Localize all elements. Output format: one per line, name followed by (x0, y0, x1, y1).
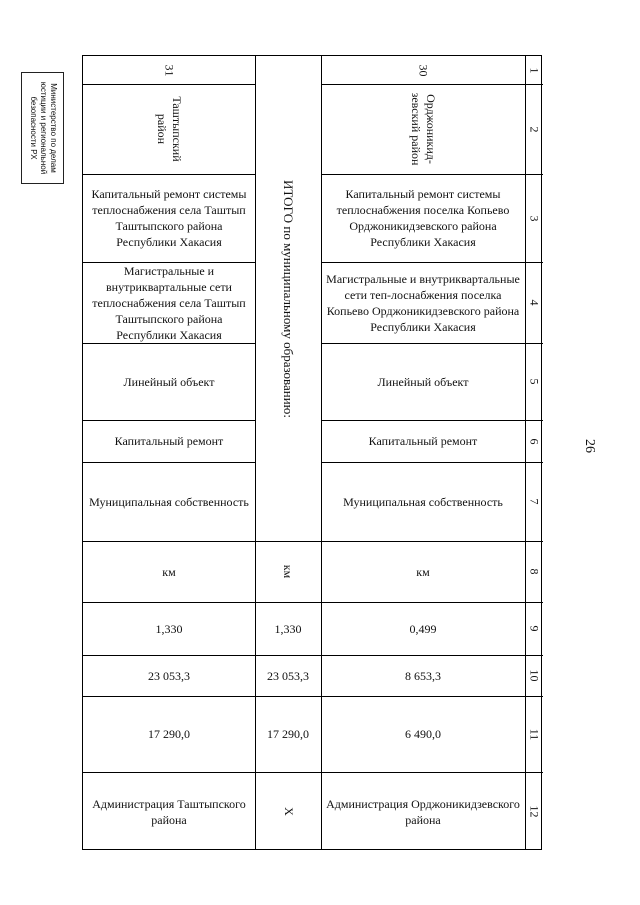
page-number-text: 26 (582, 439, 597, 453)
row31-district: Таштыпский район (155, 96, 184, 162)
row31-unit: км (162, 564, 176, 579)
row30-event: Капитальный ремонт системы теплоснабжения поселка Копьево Орджоникидзевского района Республики Хакасия (336, 187, 510, 249)
col-num-11: 11 (527, 728, 542, 740)
row31-work-type: Капитальный ремонт (114, 434, 224, 448)
row31-event: Капитальный ремонт системы теплоснабжения села Таштып Таштыпского района Республики Хакасия (91, 187, 247, 249)
col-num-10: 10 (527, 669, 542, 682)
col-num-3: 3 (527, 215, 542, 221)
row30-number: 30 (416, 64, 431, 76)
total-length: 1,330 (274, 621, 302, 636)
row31-length: 1,330 (155, 621, 183, 636)
col-num-7: 7 (527, 498, 542, 505)
total-responsible: Х (281, 807, 296, 816)
row31-object: Магистральные и внутриквартальные сети теплоснабжения села Таштып Таштыпского района Республики Хакасия (92, 263, 246, 342)
col-num-9: 9 (527, 625, 542, 632)
row30-district: Орджоникид-зевский район (409, 92, 438, 166)
stamp-text: Министерство по делам юстиции и региональной безопасности РХ (28, 81, 58, 175)
col-num-4: 4 (527, 299, 542, 306)
total-cost-second: 17 290,0 (267, 727, 309, 741)
col-num-5: 5 (527, 378, 542, 385)
row30-object: Магистральные и внутриквартальные сети теп-лоснабжения поселка Копьево Орджоникидзевского района Республики Хакасия (326, 271, 520, 334)
page-number (576, 436, 602, 456)
total-label: ИТОГО по муниципальному образованию: (281, 179, 296, 418)
col-num-12: 12 (527, 805, 542, 818)
row31-ownership: Муниципальная собственность (89, 494, 249, 509)
row30-responsible: Администрация Орджоникидзевского района (326, 796, 520, 827)
row30-work-type: Капитальный ремонт (368, 434, 478, 448)
row30-length: 0,499 (409, 621, 437, 636)
row31-responsible: Администрация Таштыпского района (92, 796, 246, 827)
col-num-2: 2 (527, 126, 542, 132)
row30-ownership: Муниципальная собственность (343, 494, 503, 509)
row31-number: 31 (162, 64, 177, 76)
row30-cost-second: 6 490,0 (405, 727, 441, 741)
row30-unit: км (416, 564, 430, 579)
col-num-6: 6 (527, 438, 542, 444)
col-num-8: 8 (527, 568, 542, 575)
registration-stamp (21, 72, 64, 184)
row30-object-type: Линейный объект (377, 374, 469, 389)
total-unit: км (281, 564, 296, 579)
program-table (82, 55, 542, 850)
row31-object-type: Линейный объект (123, 374, 215, 389)
row31-cost-total: 23 053,3 (148, 668, 190, 683)
row31-cost-second: 17 290,0 (148, 727, 190, 741)
col-num-1: 1 (527, 67, 542, 73)
total-cost-total: 23 053,3 (267, 668, 309, 683)
row30-cost-total: 8 653,3 (405, 668, 441, 683)
